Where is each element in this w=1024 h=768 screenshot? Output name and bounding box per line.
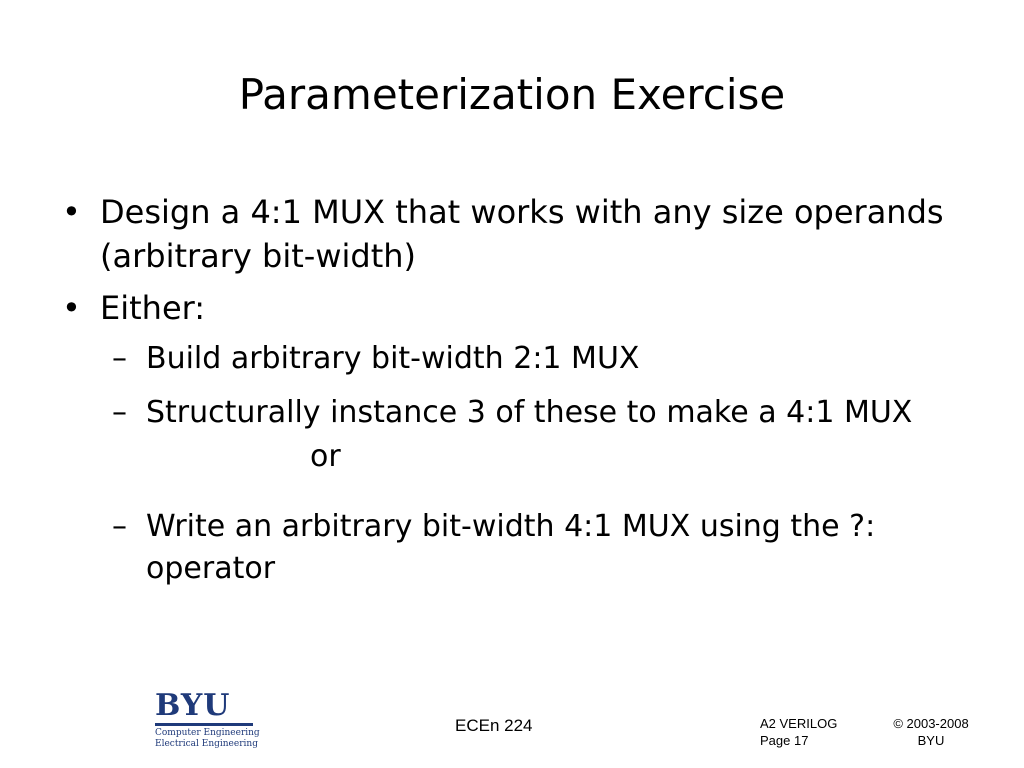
sub-bullet-item <box>62 392 962 434</box>
logo-divider <box>155 723 253 726</box>
logo-subtitle-2: Electrical Engineering <box>155 739 258 749</box>
footer-copyright: © 2003-2008 <box>893 716 969 731</box>
sub-bullet-text: Build arbitrary bit-width 2:1 MUX <box>146 341 640 376</box>
or-connector: or <box>310 439 341 474</box>
logo-wordmark: BYU <box>155 688 231 723</box>
footer-module: A2 VERILOG <box>760 716 838 731</box>
slide-title: Parameterization Exercise <box>238 70 786 119</box>
footer-course: ECEn 224 <box>455 716 533 735</box>
bullet-list <box>62 190 962 602</box>
bullet-marker: • <box>62 289 81 327</box>
footer-copyright-info <box>888 715 974 749</box>
bullet-item <box>62 286 962 330</box>
sub-bullet-item <box>62 506 962 590</box>
sub-bullet-text: Write an arbitrary bit-width 4:1 MUX using the ?: operator <box>146 509 876 586</box>
sub-bullet-text: Structurally instance 3 of these to make a 4:1 MUX <box>146 395 913 430</box>
dash-marker: – <box>112 395 127 430</box>
bullet-marker: • <box>62 193 81 231</box>
byu-logo <box>155 688 260 750</box>
footer-org: BYU <box>917 733 945 748</box>
bullet-item <box>62 190 962 278</box>
bullet-text: Design a 4:1 MUX that works with any size operands (arbitrary bit-width) <box>100 193 944 275</box>
dash-marker: – <box>112 341 127 376</box>
footer-module-info <box>760 715 837 749</box>
logo-subtitle-1: Computer Engineering <box>155 728 260 738</box>
dash-marker: – <box>112 509 127 544</box>
sub-bullet-item <box>62 338 962 380</box>
bullet-text: Either: <box>100 289 205 327</box>
footer-page-number: Page 17 <box>760 733 809 748</box>
